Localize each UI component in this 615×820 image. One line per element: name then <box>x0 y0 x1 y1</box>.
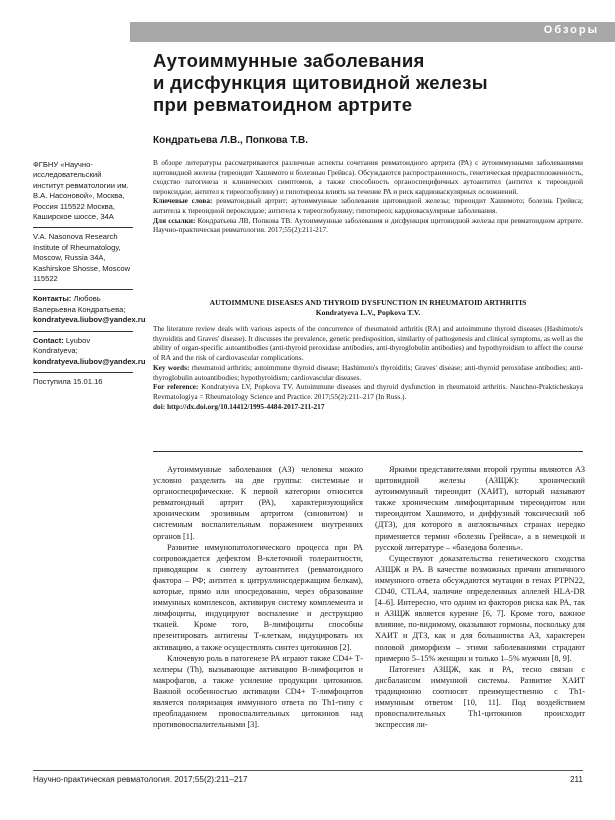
contacts-ru <box>33 294 146 325</box>
abstract-en <box>153 324 583 411</box>
article-authors: Кондратьева Л.В., Попкова Т.В. <box>153 135 309 146</box>
divider <box>33 331 133 332</box>
page-number: 211 <box>569 775 583 784</box>
reference-en-text: Kondratyeva LV, Popkova TV. Autoimmune diseases and thyroid dysfunction in rheumatoid arthritis. Nauchno-Prakticheskaya Revmatologiya = Rheumatology Science and Practice. 2017;55(2):211–217 (In Russ.). <box>153 382 583 401</box>
doi-link[interactable]: doi: http://dx.doi.org/10.14412/1995-4484-2017-211-217 <box>153 401 325 411</box>
sidebar <box>33 160 146 387</box>
body-column-right <box>375 464 585 730</box>
abstract-ru-text: В обзоре литературы рассматриваются различные аспекты сочетания ревматоидного артрита (РА) с аутоиммунными заболеваниями щитовидной железы (тиреоидит Хашимото и болезнью Грейвса). Обсуждаются распространенность, генетическая предрасположенность, сходство патогенеза и клинических симптомов, а также способность органоспецифичных аутоантител (антител к тиреоидной пероксидазе, антител к тиреоглобулину) и гипотиреоза влиять на течение РА и риск кардиоваскулярных осложнений. <box>153 158 583 196</box>
body-paragraph: Аутоиммунные заболевания (АЗ) человека можно условно разделить на две группы: системные и органоспецифические. К первой категории относится ревматоидный артрит (РА), характеризующийся хроническим эрозивным артритом (синовитом) и системным воспалительным поражением внутренних органов [1]. <box>153 465 363 541</box>
title-line: и дисфункция щитовидной железы <box>153 72 488 93</box>
reference-en <box>153 382 583 401</box>
abstract-ru <box>153 158 583 235</box>
divider <box>33 372 133 373</box>
footer-journal: Научно-практическая ревматология. 2017;55(2):211–217 <box>33 775 248 784</box>
section-label: Обзоры <box>543 24 599 36</box>
title-line: при ревматоидном артрите <box>153 94 413 115</box>
body-paragraph: Ключевую роль в патогенезе РА играют также CD4+ Т-хелперы (Th), вызывающие активацию В-лимфоцитов и макрофагов, а также усиление продукции цитокинов. Важной особенностью активации CD4+ Т-лимфоцитов является поляризация иммунного ответа по Th1-типу с преобладанием провоспалительных цитокинов над противовоспалительными [3]. <box>153 653 363 730</box>
body-paragraph: Патогенез АЗЩЖ, как и РА, тесно связан с дисбалансом иммунной системы. Развитие ХАИТ традиционно соотносят преимущественно с Th1-иммунным ответом [10, 11]. Под воздействием провоспалительных Th1-цитокинов происходит экспрессия ли- <box>375 664 585 730</box>
contact-en-label: Contact: <box>33 335 64 345</box>
received-date: Поступила 15.01.16 <box>33 376 103 386</box>
reference-en-label: For reference: <box>153 382 199 392</box>
keywords-en-label: Key words: <box>153 362 190 372</box>
keywords-ru <box>153 196 583 215</box>
keywords-en-text: rheumatoid arthritis; autoimmune thyroid disease; Hashimoto's thyroiditis; Graves' disease; anti-thyroid peroxidase antibodies; anti-thyroglobulin autoantibodies; hypothyroidism; cardiovascular diseases. <box>153 362 584 382</box>
divider <box>33 227 133 228</box>
divider <box>153 451 583 452</box>
keywords-ru-label: Ключевые слова: <box>153 196 213 206</box>
citation-ru <box>153 216 583 235</box>
citation-ru-text: Кондратьева ЛВ, Попкова ТВ. Аутоиммунные заболевания и дисфункция щитовидной железы при ревматоидном артрите. Научно-практическая ревматология. 2017;55(2):211-217. <box>153 215 583 235</box>
body-column-left <box>153 464 363 730</box>
contacts-ru-label: Контакты: <box>33 294 72 304</box>
title-line: Аутоиммунные заболевания <box>153 50 425 71</box>
contacts-ru-name: Любовь Валерьевна Кондратьева; <box>33 294 126 314</box>
body-paragraph: Яркими представителями второй группы являются АЗ щитовидной железы (АЗЩЖ): хронический аутоиммунный тиреоидит (ХАИТ), который называют также хроническим лимфоцитарным тиреоидитом или тиреоидитом Хашимото, и диффузный токсический зоб (ДТЗ), для которого в англоязычных странах нередко применяется термин «болезнь Грейвса», а в немецкой и русской литературе – «базедова болезнь». <box>375 465 585 552</box>
affiliation-en: V.A. Nasonova Research Institute of Rheumatology, Moscow, Russia 34A, Kashirskoe Shosse, Moscow 115522 <box>33 232 131 284</box>
keywords-ru-text: ревматоидный артрит; аутоиммунные заболевания щитовидной железы; тиреоидит Хашимото; болезнь Грейвса; антитела к тиреоидной пероксидазе; антитела к тиреоглобулину; гипотиреоз; кардиоваскулярные заболевания. <box>153 196 583 215</box>
doi-line <box>153 402 583 412</box>
contact-en-email[interactable]: kondratyeva.liubov@yandex.ru <box>33 356 146 366</box>
article-title <box>153 50 593 116</box>
body-paragraph: Существуют доказательства генетического сходства АЗЩЖ и РА. В качестве возможных причин атипичного иммунного ответа обсуждаются мутации в генах PTPN22, CD40, CTLA4, наличие определенных аллелей HLA-DR [4–6]. Интересно, что одним из факторов риска как РА, так и АЗЩЖ является курение [6, 7]. Кроме того, важное влияние, по-видимому, оказывают гормоны, поскольку для ХАИТ и ДТЗ, как и для большинства АЗ, характерен половой диморфизм – этими заболеваниями страдают примерно 5–15% женщин и только 1–5% мужчин [8, 9]. <box>375 553 585 663</box>
abstract-en-heading <box>153 298 583 318</box>
contact-en <box>33 335 146 367</box>
keywords-en <box>153 363 583 382</box>
english-title: AUTOIMMUNE DISEASES AND THYROID DYSFUNCTION IN RHEUMATOID ARTHRITIS <box>209 298 527 307</box>
contact-en-name: Lyubov Kondratyeva; <box>33 335 91 356</box>
abstract-en-text: The literature review deals with various aspects of the concurrence of rheumatoid arthritis (RA) and autoimmune thyroid diseases (Hashimoto's thyroiditis and Graves' disease). It discusses the prevalence, genetic predisposition, similarity of pathogenesis and clinical symptoms, as well as the ability of organ-specific autoantibodies (anti-thyroid peroxidase antibodies, anti-thyroglobulin antibodies) and hypothyroidism to affect the course of RA and the risk of cardiovascular complications. <box>153 324 583 363</box>
affiliation-ru: ФГБНУ «Научно-исследовательский институт ревматологии им. В.А. Насоновой», Москва, Россия 115522 Москва, Каширское шоссе, 34А <box>33 160 129 222</box>
divider <box>33 289 133 290</box>
contacts-ru-email[interactable]: kondratyeva.liubov@yandex.ru <box>33 315 146 325</box>
footer-divider <box>33 770 583 771</box>
english-authors: Kondratyeva L.V., Popkova T.V. <box>315 308 421 317</box>
section-banner <box>130 22 615 42</box>
body-paragraph: Развитие иммунопатологического процесса при РА сопровождается дефектом В-клеточной толерантности, приводящим к синтезу аутоантител (ревматоидного фактора – РФ; антител к цитруллинсодержащим белкам), которые, прямо или опосредованно, через образование иммунных комплексов, активируя систему комплемента и лимфоциты, индуцируют воспаление и деструкцию тканей. Кроме того, В-лимфоциты способны презентировать антигены Т-клеткам, индуцировать их активацию, а также осуществлять синтез цитокинов [2]. <box>153 542 363 652</box>
citation-ru-label: Для ссылки: <box>153 215 196 225</box>
